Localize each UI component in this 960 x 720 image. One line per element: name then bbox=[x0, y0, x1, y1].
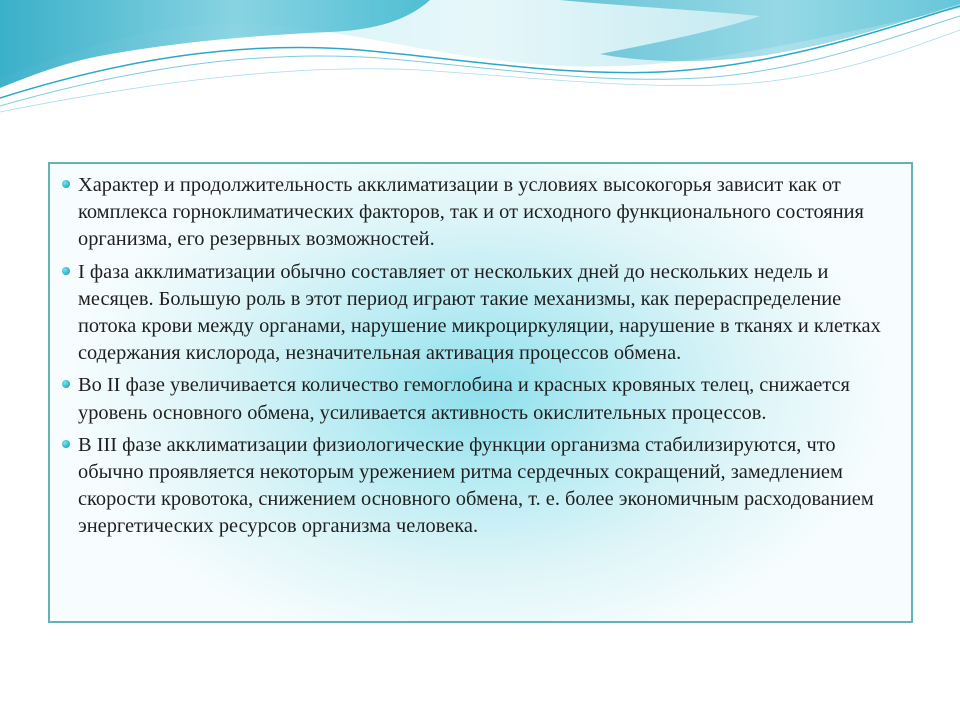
bullet-item bbox=[58, 259, 893, 368]
bullet-list bbox=[50, 164, 911, 541]
header-wave-decoration bbox=[0, 0, 960, 130]
bullet-text: I фаза акклиматизации обычно составляет от нескольких дней до нескольких недель и месяцев. Большую роль в этот период играют такие механизмы, как перераспределение потока крови между органами, нарушение микроциркуляции, нарушение в тканях и клетках содержания кислорода, незначительная активация процессов обмена. bbox=[78, 260, 881, 365]
content-frame bbox=[48, 162, 913, 623]
bullet-dot-icon bbox=[62, 380, 70, 388]
bullet-item bbox=[58, 372, 893, 426]
bullet-text: В III фазе акклиматизации физиологические функции организма стабилизируются, что обычно проявляется некоторым урежением ритма сердечных сокращений, замедлением скорости кровотока, снижением основного обмена, т. е. более экономичным расходованием энергетических ресурсов организма человека. bbox=[78, 433, 874, 538]
bullet-item bbox=[58, 432, 893, 541]
bullet-dot-icon bbox=[62, 267, 70, 275]
bullet-dot-icon bbox=[62, 440, 70, 448]
bullet-text: Характер и продолжительность акклиматизации в условиях высокогорья зависит как от комплекса горноклиматических факторов, так и от исходного функционального состояния организма, его резервных возможностей. bbox=[78, 174, 864, 251]
bullet-dot-icon bbox=[62, 180, 70, 188]
bullet-item bbox=[58, 172, 893, 254]
bullet-text: Во II фазе увеличивается количество гемоглобина и красных кровяных телец, снижается уровень основного обмена, усиливается активность окислительных процессов. bbox=[78, 374, 850, 424]
